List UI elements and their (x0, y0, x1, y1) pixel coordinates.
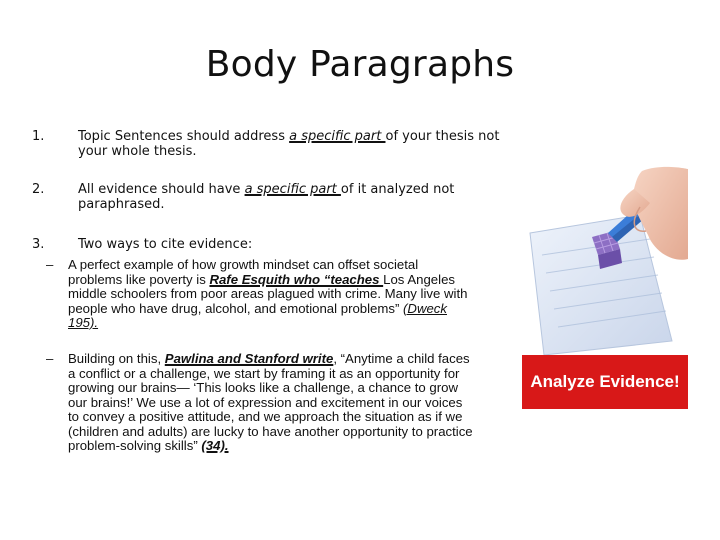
slide-title: Body Paragraphs (205, 44, 515, 85)
analyze-evidence-image (522, 163, 688, 409)
citation: (34). (201, 438, 229, 453)
dash: – (46, 351, 54, 366)
emphasis: a specific part (244, 182, 341, 197)
emphasis: a specific part (289, 129, 386, 144)
emphasis: Rafe Esquith who “teaches (209, 271, 384, 287)
magnifier-hand-illustration (522, 163, 688, 355)
sub-item-text: A perfect example of how growth mindset can offset societal problems like poverty is Rafe Esquith who “teaches Los Angeles middle schoolers from poor areas plagued with crime. Many live with people who have drug, alcohol, and emotional problems” (Dweck 195). (68, 257, 468, 330)
analyze-evidence-banner: Analyze Evidence! (522, 355, 688, 409)
sub-item-2 (46, 352, 476, 454)
dash: – (46, 257, 54, 272)
sub-item-text: Building on this, Pawlina and Stanford write, “Anytime a child faces a conflict or a challenge, we start by framing it as an opportunity for growing our brains— ‘This looks like a challenge, a chance to grow our brains!’ We use a lot of expression and excitement in our voices to convey a positive attitude, and we approach the situation as if we (children and adults) are lucky to have another opportunity to practice problem-solving skills” (34). (68, 351, 473, 453)
list-number: 1. (32, 129, 45, 144)
list-number: 2. (32, 182, 45, 197)
list-text: Topic Sentences should address a specific part of your thesis not your whole thesis. (78, 129, 500, 159)
list-text: All evidence should have a specific part of it analyzed not paraphrased. (78, 182, 455, 212)
citation: (Dweck 195). (68, 300, 447, 330)
list-text: Two ways to cite evidence: (78, 237, 253, 252)
sub-item-1 (46, 258, 476, 331)
list-number: 3. (32, 237, 45, 252)
emphasis: Pawlina and Stanford write (164, 351, 334, 366)
